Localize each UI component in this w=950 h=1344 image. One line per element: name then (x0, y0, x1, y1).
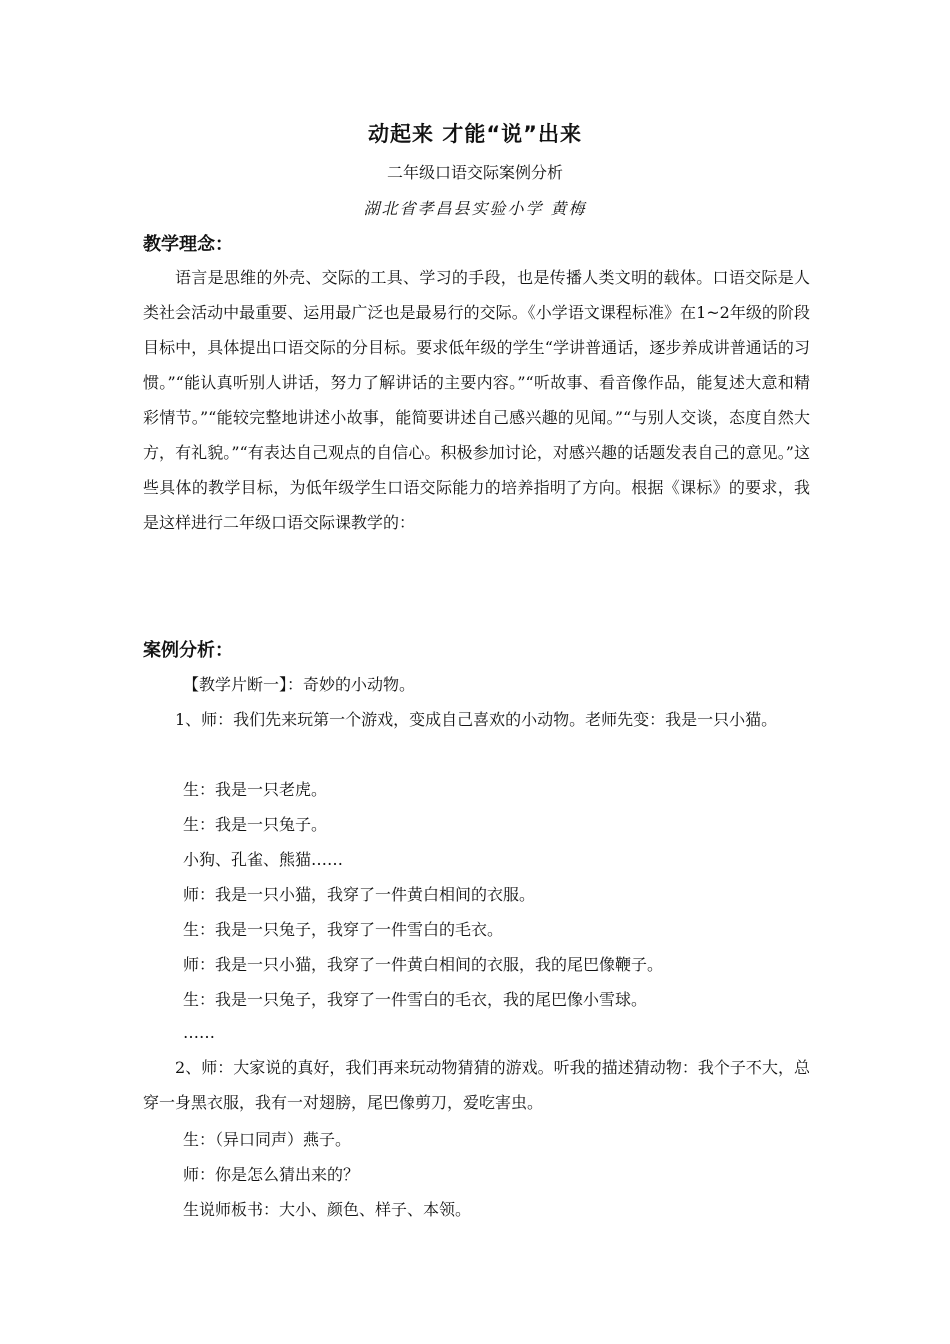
dialogue-line: 生：我是一只兔子，我穿了一件雪白的毛衣。 (183, 920, 504, 939)
document-subtitle: 二年级口语交际案例分析 (386, 163, 563, 182)
dialogue-line: 生：（异口同声）燕子。 (183, 1130, 352, 1149)
dialogue-line: 生：我是一只兔子，我穿了一件雪白的毛衣，我的尾巴像小雪球。 (183, 990, 648, 1009)
dialogue-line: 生说师板书：大小、颜色、样子、本领。 (183, 1200, 472, 1219)
dialogue-line: 生：我是一只兔子。 (183, 815, 328, 834)
dialogue-line: 师：你是怎么猜出来的？ (183, 1165, 360, 1184)
dialogue-line: 师：我是一只小猫，我穿了一件黄白相间的衣服。 (183, 885, 536, 904)
game-item-2: 2、师：大家说的真好，我们再来玩动物猜猜的游戏。听我的描述猜动物：我个子不大，总穿一身黑衣服，我有一对翅膀，尾巴像剪刀，爱吃害虫。 (143, 1058, 810, 1112)
teaching-philosophy-paragraph: 语言是思维的外壳、交际的工具、学习的手段，也是传播人类文明的载体。口语交际是人类社会活动中最重要、运用最广泛也是最易行的交际。《小学语文课程标准》在1~2年级的阶段目标中，具体提出口语交际的分目标。要求低年级的学生“学讲普通话，逐步养成讲普通话的习惯。”“能认真听别人讲话，努力了解讲话的主要内容。”“听故事、看音像作品，能复述大意和精彩情节。”“能较完整地讲述小故事，能简要讲述自己感兴趣的见闻。”“与别人交谈，态度自然大方，有礼貌。”“有表达自己观点的自信心。积极参加讨论，对感兴趣的话题发表自己的意见。”这些具体的教学目标，为低年级学生口语交际能力的培养指明了方向。根据《课标》的要求，我是这样进行二年级口语交际课教学的： (143, 268, 810, 532)
dialogue-line: 小狗、孔雀、熊猫…… (183, 850, 344, 869)
dialogue-ellipsis: …… (183, 1023, 215, 1042)
dialogue-line: 生：我是一只老虎。 (183, 780, 328, 799)
document-author: 湖北省孝昌县实验小学 黄梅 (363, 199, 587, 218)
dialogue-line: 师：我是一只小猫，我穿了一件黄白相间的衣服，我的尾巴像鞭子。 (183, 955, 664, 974)
fragment-heading: 【教学片断一】：奇妙的小动物。 (183, 675, 416, 694)
document-title: 动起来 才能“说”出来 (368, 122, 582, 146)
section-heading-case-analysis: 案例分析： (143, 640, 233, 661)
section-heading-teaching-philosophy: 教学理念： (143, 234, 233, 255)
game-item-1: 1、师：我们先来玩第一个游戏，变成自己喜欢的小动物。老师先变：我是一只小猫。 (175, 710, 778, 729)
